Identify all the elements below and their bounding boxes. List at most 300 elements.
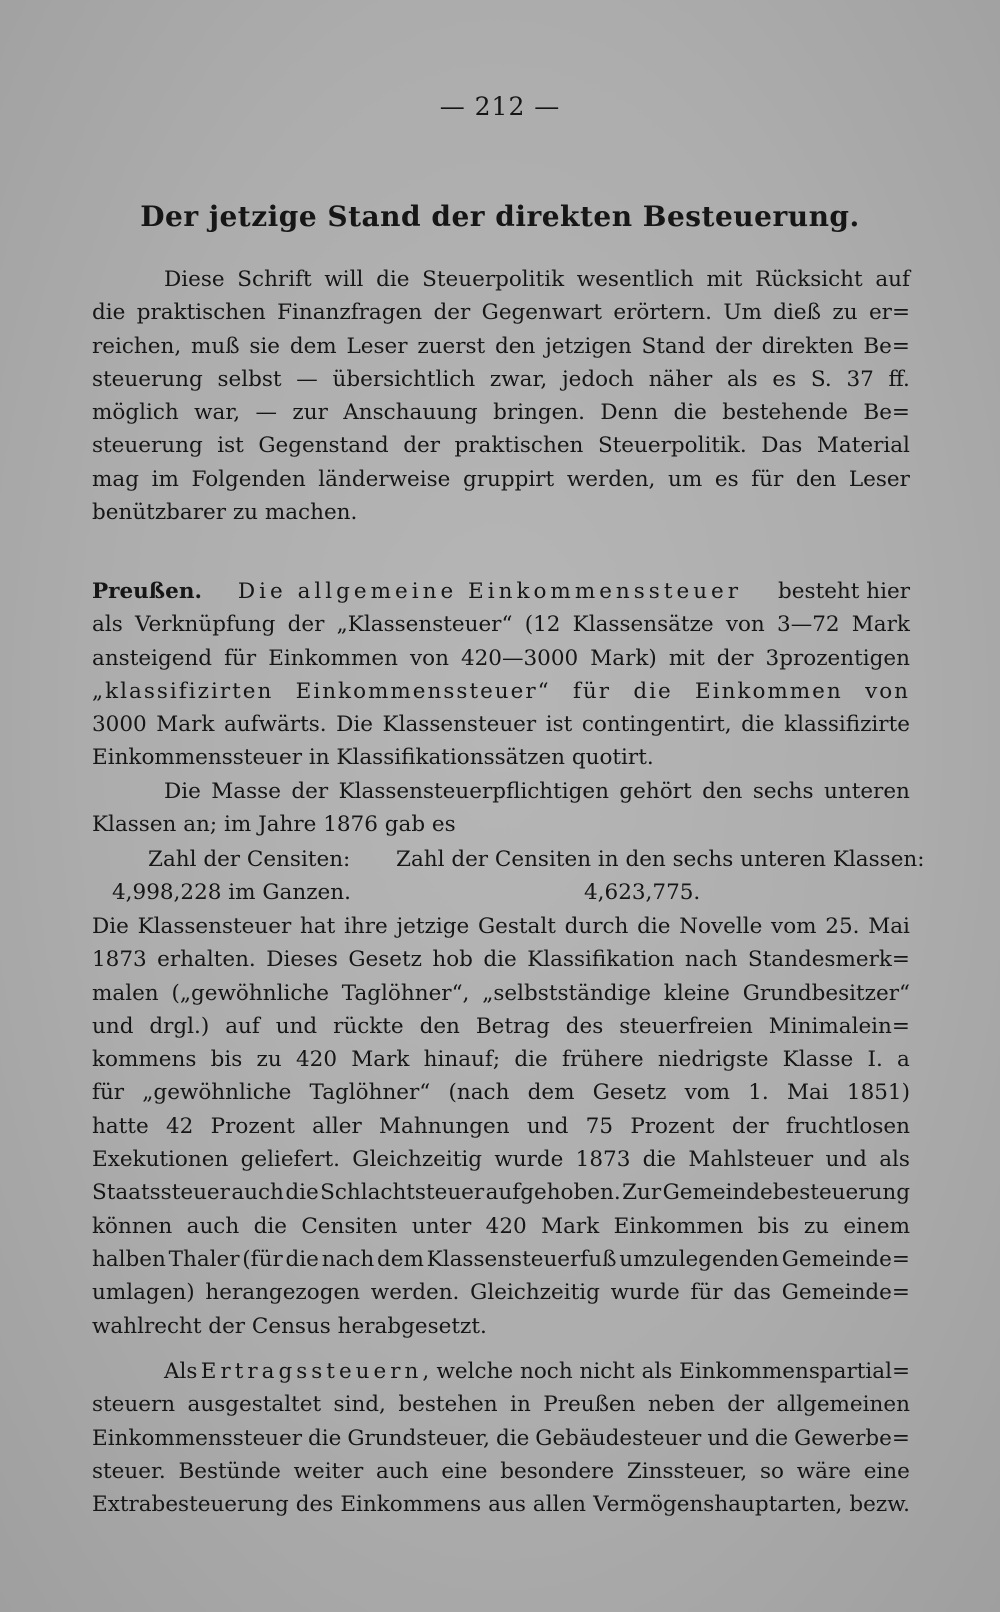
- word: der: [731, 1113, 769, 1139]
- word: 42: [165, 1113, 194, 1139]
- word: S.: [810, 366, 832, 392]
- word: der: [403, 433, 440, 459]
- word: die: [376, 267, 410, 292]
- word: „selbstständige: [482, 980, 651, 1006]
- word: der: [433, 300, 471, 326]
- word: Klassensteuer: [382, 712, 537, 738]
- word: von: [409, 645, 449, 671]
- word: allgemeinen: [776, 1392, 910, 1418]
- text-line: [92, 463, 910, 496]
- word: 420: [485, 1213, 527, 1239]
- word: ausgestaltet: [187, 1392, 322, 1418]
- word: Einkommenssteuer: [92, 1425, 303, 1451]
- word: es: [714, 466, 739, 492]
- word: Mahnungen: [379, 1113, 510, 1139]
- word: frühere: [561, 1047, 644, 1073]
- word: Gegenwart: [481, 300, 603, 326]
- word: jetzige: [396, 914, 470, 939]
- word: die: [633, 678, 673, 704]
- word: I.: [867, 1047, 883, 1073]
- word: als: [879, 1147, 910, 1173]
- text-line: [92, 330, 910, 363]
- word: Leser: [346, 333, 408, 359]
- text-line: [92, 1076, 910, 1109]
- word: wäre: [796, 1458, 851, 1484]
- word: Dieses: [266, 947, 338, 973]
- word: steuern: [92, 1392, 176, 1418]
- word: Grundbesitzer“: [742, 980, 910, 1006]
- text-line: [92, 675, 910, 708]
- word: vom: [771, 914, 817, 939]
- word: Mark): [590, 645, 657, 671]
- word: Censiten: [301, 1213, 398, 1239]
- word: 25.: [825, 914, 860, 939]
- word: direkten: [761, 333, 854, 359]
- text-line: [92, 642, 910, 675]
- word: die: [307, 1425, 342, 1451]
- word: reichen,: [92, 333, 182, 359]
- word: mag: [92, 466, 139, 492]
- text-line: [92, 263, 910, 296]
- text-line: [92, 1143, 910, 1176]
- word: Masse: [211, 779, 281, 804]
- word: Klassensteuerpflichtigen: [338, 779, 609, 804]
- word: Gemeinde=: [781, 1246, 910, 1272]
- word: a: [897, 1047, 910, 1073]
- word: Thaler: [168, 1246, 240, 1272]
- word: sechs: [752, 779, 814, 804]
- text-line: [92, 1243, 910, 1276]
- word: Klasse: [782, 1047, 854, 1073]
- word: vom: [684, 1080, 731, 1106]
- word: die: [642, 1147, 677, 1173]
- word: Klassensteuerfuß: [426, 1246, 617, 1272]
- word: allen: [532, 1492, 587, 1518]
- word: möglich: [92, 400, 179, 426]
- word: als: [726, 366, 758, 392]
- section-title: Der jetzige Stand der direkten Besteuerung.: [140, 200, 860, 233]
- word: kleine: [663, 980, 730, 1006]
- word: Mai: [786, 1080, 829, 1106]
- text-line: benützbarer zu machen.: [92, 500, 358, 526]
- word: muß: [190, 333, 240, 359]
- text-line: [92, 1043, 910, 1076]
- word: Mark: [851, 612, 910, 638]
- col2-value: 4,623,775.: [584, 880, 701, 905]
- word: gruppirt: [462, 466, 555, 492]
- word: Novelle: [679, 914, 763, 939]
- line-rest: besteht hier: [778, 579, 910, 604]
- text-line: [92, 1355, 910, 1388]
- word: einem: [843, 1213, 910, 1239]
- word: Mark: [156, 712, 215, 738]
- masse-paragraph: [92, 775, 910, 842]
- word: Steuerpolitik: [422, 267, 565, 292]
- prussia-paragraph: [92, 575, 910, 775]
- word: —: [255, 400, 278, 426]
- word: 420: [295, 1047, 338, 1073]
- word: jetzigen: [545, 333, 632, 359]
- word: Mahlsteuer: [688, 1147, 814, 1173]
- word: Um: [723, 300, 762, 326]
- census-header-row: [92, 843, 925, 876]
- word: der: [287, 612, 325, 638]
- word: das: [733, 1280, 771, 1306]
- word: Die: [92, 914, 129, 939]
- word: von: [725, 612, 765, 638]
- word: können: [92, 1213, 173, 1239]
- spaced-term: Die allgemeine Einkommenssteuer: [237, 579, 743, 604]
- word: praktischen: [454, 433, 584, 459]
- ertragssteuern-paragraph: [92, 1355, 910, 1521]
- word: war,: [194, 400, 241, 426]
- word: erörtern.: [613, 300, 712, 326]
- word: Diese: [164, 267, 225, 292]
- line-rest: welche noch nicht als Einkommenspartial=: [436, 1359, 910, 1384]
- word: die: [754, 1425, 789, 1451]
- word: auch: [376, 1458, 429, 1484]
- word: des: [565, 1013, 604, 1039]
- word: Einkommenssteuer“: [295, 678, 551, 704]
- word: die: [253, 1213, 287, 1239]
- text-line: [92, 396, 910, 429]
- text-line: [92, 1455, 910, 1488]
- word: für: [224, 645, 257, 671]
- word: für: [92, 1080, 125, 1106]
- word: übersichtlich: [332, 366, 476, 392]
- word: die: [483, 947, 517, 973]
- word: bestehen: [398, 1392, 498, 1418]
- word: Gewerbe=: [794, 1425, 910, 1451]
- word: Exekutionen: [92, 1147, 229, 1173]
- text-line: [92, 429, 910, 462]
- word: sie: [249, 333, 281, 359]
- word: Einkommen: [695, 678, 843, 704]
- word: und: [526, 1113, 569, 1139]
- census-value-row: [92, 876, 910, 909]
- word: Gemeinde=: [781, 1280, 910, 1306]
- word: Vermögenshauptarten,: [593, 1492, 843, 1518]
- word: als: [92, 612, 123, 638]
- word: hinauf;: [423, 1047, 501, 1073]
- word: dem: [289, 333, 337, 359]
- page-number: — 212 —: [439, 92, 561, 121]
- word: 1.: [748, 1080, 769, 1106]
- word: wesentlich: [576, 267, 694, 292]
- word: wurde: [494, 1147, 564, 1173]
- word: halben: [92, 1246, 166, 1272]
- word: will: [324, 267, 364, 292]
- word: zur: [292, 400, 328, 426]
- word: so: [759, 1458, 784, 1484]
- word: die: [673, 400, 707, 426]
- word: praktischen: [136, 300, 266, 326]
- word: 75: [585, 1113, 614, 1139]
- word: auf: [225, 1013, 260, 1039]
- text-line: [92, 943, 910, 976]
- word: zu: [803, 1213, 830, 1239]
- word: dem: [527, 1080, 575, 1106]
- word: aus: [488, 1492, 526, 1518]
- word: den: [702, 779, 743, 804]
- word: Klassensätze: [572, 612, 714, 638]
- word: und: [92, 1013, 134, 1039]
- word: hatte: [92, 1113, 149, 1139]
- word: durch: [564, 914, 629, 939]
- text-line: [92, 1176, 910, 1209]
- word: weiter: [293, 1458, 364, 1484]
- word: wurde: [610, 1280, 680, 1306]
- word: umlagen): [92, 1280, 195, 1306]
- word: ist: [217, 433, 244, 459]
- word: auf: [875, 267, 910, 292]
- word: zu: [832, 300, 858, 326]
- word: („gewöhnliche: [171, 980, 329, 1006]
- word: 1873: [575, 1147, 631, 1173]
- intro-paragraph: [92, 263, 910, 529]
- col2-header: Zahl der Censiten in den sechs unteren Klassen:: [396, 847, 925, 872]
- word: herangezogen: [205, 1280, 361, 1306]
- word: ansteigend: [92, 645, 213, 671]
- word: und: [707, 1425, 749, 1451]
- word: kommens: [92, 1047, 197, 1073]
- word: für: [751, 466, 784, 492]
- word: Die: [336, 712, 373, 738]
- word: zuerst: [417, 333, 486, 359]
- word: länderweise: [318, 466, 451, 492]
- word: die: [514, 1047, 548, 1073]
- word: unteren: [824, 779, 910, 804]
- word: Einkommen: [613, 1213, 744, 1239]
- word: geliefert.: [240, 1147, 340, 1173]
- word: Gesetz: [592, 1080, 667, 1106]
- col1-header: Zahl der Censiten:: [148, 847, 351, 872]
- word: dem: [377, 1246, 424, 1272]
- word: Einkommen: [268, 645, 398, 671]
- word: Standesmerk=: [747, 947, 910, 973]
- word: besondere: [500, 1458, 615, 1484]
- word: steuer.: [92, 1458, 166, 1484]
- word: Die: [164, 779, 201, 804]
- text-line: [92, 977, 910, 1010]
- word: 3—72: [777, 612, 840, 638]
- text-line: [92, 910, 910, 943]
- word: bestehende: [722, 400, 848, 426]
- word: 3000: [92, 712, 147, 738]
- word: Minimalein=: [768, 1013, 910, 1039]
- word: sind,: [333, 1392, 386, 1418]
- word: für: [572, 678, 612, 704]
- word: Steuerpolitik.: [597, 433, 747, 459]
- word: „klassifizirten: [92, 678, 274, 704]
- word: Preußen: [543, 1392, 636, 1418]
- word: Taglöhner“,: [341, 980, 470, 1006]
- word: zwar,: [489, 366, 548, 392]
- word: Prozent: [630, 1113, 715, 1139]
- word: rückte: [333, 1013, 404, 1039]
- word: fruchtlosen: [785, 1113, 910, 1139]
- word: Folgenden: [191, 466, 306, 492]
- word: malen: [92, 980, 159, 1006]
- word: die: [92, 300, 126, 326]
- word: Finanzfragen: [277, 300, 423, 326]
- word: „gewöhnliche: [142, 1080, 292, 1106]
- word: Zur: [622, 1180, 662, 1206]
- word: auch: [231, 1180, 284, 1206]
- text-line: [92, 1110, 910, 1143]
- word: aufwärts.: [223, 712, 327, 738]
- word: auch: [186, 1213, 240, 1239]
- word: Taglöhner“: [309, 1080, 431, 1106]
- word: den: [419, 1013, 460, 1039]
- spaced-term: Ertragssteuern,: [200, 1359, 434, 1384]
- word: der: [716, 645, 754, 671]
- word: es: [772, 366, 797, 392]
- word: Bestünde: [178, 1458, 281, 1484]
- word: Das: [761, 433, 803, 459]
- word: umzulegenden: [619, 1246, 779, 1272]
- word: mit: [668, 645, 705, 671]
- word: werden,: [566, 466, 656, 492]
- word: Denn: [600, 400, 659, 426]
- word: Leser: [848, 466, 910, 492]
- word: näher: [648, 366, 713, 392]
- prussia-heading: Preußen.: [92, 579, 202, 604]
- word: Verknüpfung: [134, 612, 276, 638]
- text-line: wahlrecht der Census herabgesetzt.: [92, 1313, 487, 1339]
- word: Gleichzeitig: [470, 1280, 600, 1306]
- word: Be=: [863, 400, 910, 426]
- word: 420—3000: [460, 645, 579, 671]
- text-line: Einkommenssteuer in Klassifikationssätzen quotirt.: [92, 745, 654, 771]
- word: werden.: [370, 1280, 460, 1306]
- word: Grundsteuer,: [347, 1425, 490, 1451]
- word: bis: [210, 1047, 243, 1073]
- word: zu: [256, 1047, 282, 1073]
- text-line: [92, 1010, 910, 1043]
- word: aufgehoben.: [485, 1180, 621, 1206]
- word: (für: [242, 1246, 283, 1272]
- word: jedoch: [561, 366, 634, 392]
- word: Gesetz: [348, 947, 422, 973]
- word: den: [494, 333, 536, 359]
- text-line: [92, 1422, 910, 1455]
- text-line: [92, 296, 910, 329]
- word: Material: [816, 433, 910, 459]
- word: Gemeindebesteuerung: [662, 1180, 910, 1206]
- word: neben: [647, 1392, 715, 1418]
- word: (nach: [448, 1080, 510, 1106]
- word: „Klassensteuer“: [336, 612, 513, 638]
- census-table: [92, 843, 925, 909]
- word: mit: [706, 267, 743, 292]
- word: Gleichzeitig: [352, 1147, 483, 1173]
- word: Gestalt: [477, 914, 556, 939]
- word: in: [510, 1392, 531, 1418]
- word: drgl.): [149, 1013, 210, 1039]
- word: eine: [441, 1458, 488, 1484]
- text-line: [92, 708, 910, 741]
- word: nach: [684, 947, 738, 973]
- word: niedrigste: [657, 1047, 769, 1073]
- word: steuerfreien: [619, 1013, 753, 1039]
- word: bezw.: [849, 1492, 910, 1518]
- text-line: [92, 608, 910, 641]
- word: der: [291, 779, 329, 804]
- word: klassifizirte: [784, 712, 910, 738]
- word: Mai: [868, 914, 910, 939]
- word: der: [727, 1392, 765, 1418]
- word: Schrift: [237, 267, 312, 292]
- word: Klassensteuer: [137, 914, 292, 939]
- word: unter: [411, 1213, 472, 1239]
- word: die: [741, 712, 775, 738]
- word: des: [295, 1492, 334, 1518]
- text-line: [92, 1388, 910, 1421]
- word: Gebäudesteuer: [535, 1425, 702, 1451]
- word: die: [285, 1246, 319, 1272]
- word: steuerung: [92, 433, 203, 459]
- word: im: [151, 466, 179, 492]
- word: Stand: [641, 333, 706, 359]
- word: Mark: [541, 1213, 600, 1239]
- word: die: [637, 914, 671, 939]
- text-line: [92, 363, 910, 396]
- word: (12: [524, 612, 561, 638]
- word: Gegenstand: [258, 433, 389, 459]
- word: selbst: [217, 366, 282, 392]
- word: 3prozentigen: [765, 645, 910, 671]
- word: die: [495, 1425, 530, 1451]
- word: um: [668, 466, 703, 492]
- word: von: [865, 678, 910, 704]
- word: Einkommens: [340, 1492, 482, 1518]
- word: und: [825, 1147, 867, 1173]
- word: Prozent: [210, 1113, 295, 1139]
- col1-value: 4,998,228 im Ganzen.: [112, 880, 351, 905]
- word: Schlachtsteuer: [320, 1180, 485, 1206]
- text-line: [92, 775, 910, 808]
- word: und: [275, 1013, 318, 1039]
- word: erhalten.: [157, 947, 256, 973]
- word: bis: [757, 1213, 790, 1239]
- word: aller: [312, 1113, 362, 1139]
- word: Extrabesteuerung: [92, 1492, 289, 1518]
- word: bringen.: [493, 400, 585, 426]
- word: ff.: [888, 366, 910, 392]
- novelle-paragraph: [92, 910, 910, 1343]
- word: für: [690, 1280, 723, 1306]
- word: ihre: [344, 914, 388, 939]
- word: Be=: [863, 333, 910, 359]
- word: eine: [863, 1458, 910, 1484]
- word: die: [285, 1180, 319, 1206]
- word: Zinssteuer,: [626, 1458, 748, 1484]
- word: Rücksicht: [755, 267, 863, 292]
- word: 1851): [846, 1080, 910, 1106]
- word: Betrag: [475, 1013, 550, 1039]
- line-lead: Als: [164, 1359, 198, 1384]
- word: hob: [432, 947, 473, 973]
- text-line: [92, 1276, 910, 1309]
- word: Klassifikation: [527, 947, 675, 973]
- word: —: [296, 366, 318, 392]
- text-line: [92, 1210, 910, 1243]
- word: gehört: [619, 779, 692, 804]
- word: 37: [846, 366, 874, 392]
- word: ist: [545, 712, 573, 738]
- word: dieß: [773, 300, 821, 326]
